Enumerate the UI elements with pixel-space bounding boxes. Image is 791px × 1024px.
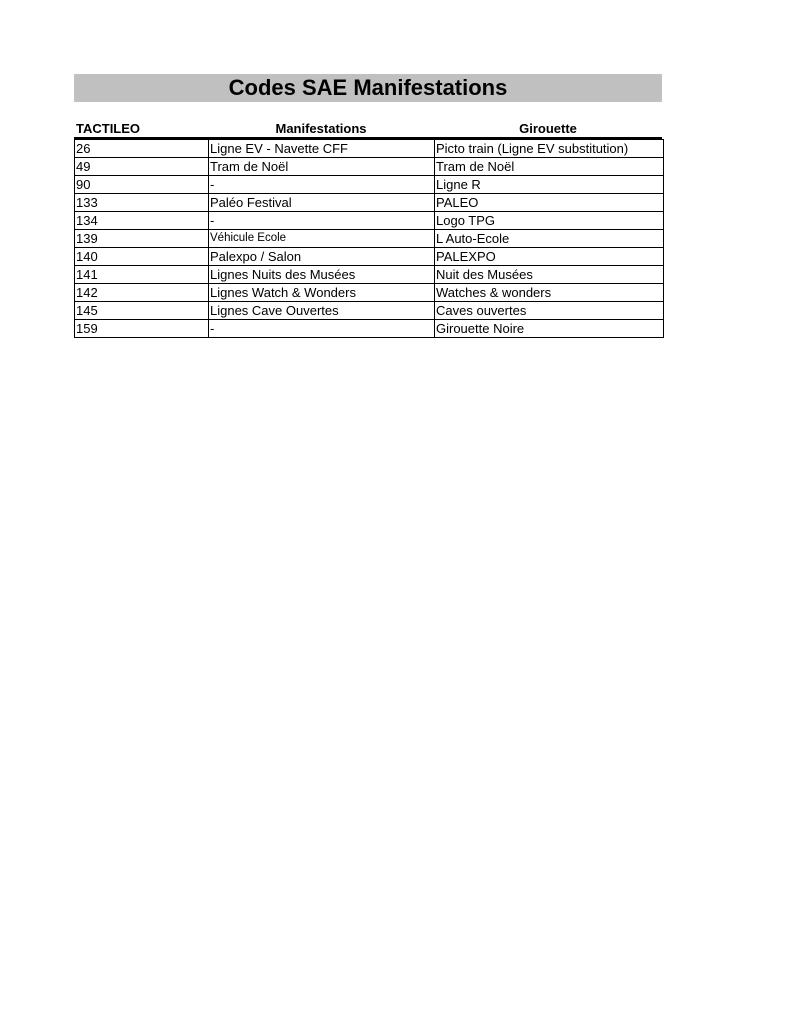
header-manifestations: Manifestations [275, 121, 367, 136]
cell-manifestation: Lignes Nuits des Musées [209, 266, 435, 284]
cell-girouette: Girouette Noire [435, 320, 664, 338]
cell-code: 26 [75, 140, 209, 158]
cell-code: 159 [75, 320, 209, 338]
table-row [75, 248, 664, 266]
cell-code: 141 [75, 266, 209, 284]
cell-girouette: PALEO [435, 194, 664, 212]
cell-girouette: Watches & wonders [435, 284, 664, 302]
table-row [75, 140, 664, 158]
header-tactileo: TACTILEO [76, 121, 141, 136]
cell-code: 133 [75, 194, 209, 212]
table-row [75, 230, 664, 248]
cell-manifestation: Lignes Cave Ouvertes [209, 302, 435, 320]
cell-girouette: Ligne R [435, 176, 664, 194]
cell-manifestation: - [209, 176, 435, 194]
header-girouette: Girouette [519, 121, 577, 136]
cell-manifestation: Tram de Noël [209, 158, 435, 176]
cell-manifestation: Ligne EV - Navette CFF [209, 140, 435, 158]
cell-manifestation: Palexpo / Salon [209, 248, 435, 266]
table-row [75, 266, 664, 284]
cell-manifestation: Véhicule Ecole [209, 230, 435, 248]
table-row [75, 284, 664, 302]
cell-girouette: Nuit des Musées [435, 266, 664, 284]
cell-code: 145 [75, 302, 209, 320]
cell-girouette: Tram de Noël [435, 158, 664, 176]
cell-manifestation: Lignes Watch & Wonders [209, 284, 435, 302]
cell-manifestation: - [209, 212, 435, 230]
table-row [75, 320, 664, 338]
cell-code: 90 [75, 176, 209, 194]
table-row [75, 212, 664, 230]
cell-girouette: PALEXPO [435, 248, 664, 266]
cell-girouette: Picto train (Ligne EV substitution) [435, 140, 664, 158]
table-row [75, 302, 664, 320]
cell-manifestation: Paléo Festival [209, 194, 435, 212]
table-row [75, 158, 664, 176]
cell-code: 140 [75, 248, 209, 266]
cell-code: 134 [75, 212, 209, 230]
document-title: Codes SAE Manifestations [74, 74, 662, 102]
cell-code: 142 [75, 284, 209, 302]
cell-girouette: Logo TPG [435, 212, 664, 230]
table-header [74, 121, 662, 139]
cell-girouette: L Auto-Ecole [435, 230, 664, 248]
table-row [75, 176, 664, 194]
cell-girouette: Caves ouvertes [435, 302, 664, 320]
table-row [75, 194, 664, 212]
cell-code: 139 [75, 230, 209, 248]
cell-manifestation: - [209, 320, 435, 338]
cell-code: 49 [75, 158, 209, 176]
codes-table [74, 139, 664, 338]
